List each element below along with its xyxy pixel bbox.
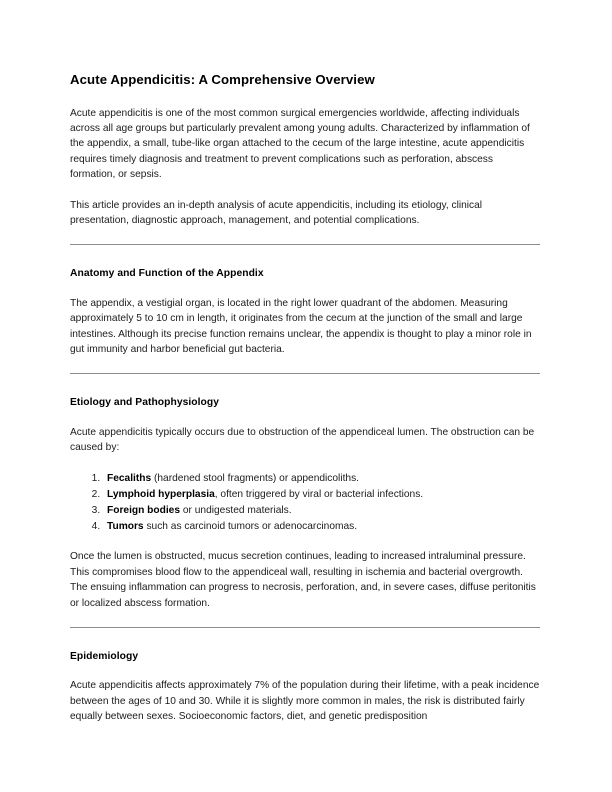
list-item-text: (hardened stool fragments) or appendicoliths.	[151, 472, 360, 484]
section-paragraph-anatomy: The appendix, a vestigial organ, is located in the right lower quadrant of the abdomen. Measuring approximately 5 to 10 cm in length, it originates from the cecum at the junction of the small and large intestines. Although its precise function remains unclear, the appendix is thought to play a minor role in gut immunity and harbor beneficial gut bacteria.	[70, 297, 532, 355]
section-divider-epidemiology	[70, 627, 540, 628]
page-title: Acute Appendicitis: A Comprehensive Overview	[70, 72, 375, 87]
intro-paragraph-2: This article provides an in-depth analysis of acute appendicitis, including its etiology, clinical presentation, diagnostic approach, management, and potential complications.	[70, 199, 483, 226]
list-item-text: or undigested materials.	[180, 504, 292, 516]
list-item	[103, 503, 540, 518]
list-item-term: Tumors	[107, 521, 144, 533]
list-item-text: , often triggered by viral or bacterial infections.	[214, 488, 424, 500]
list-item-term: Fecaliths	[107, 472, 152, 484]
list-item	[103, 471, 540, 486]
section-heading-epidemiology: Epidemiology	[70, 650, 139, 662]
section-divider-etiology	[70, 373, 540, 374]
intro-paragraph-1: Acute appendicitis is one of the most common surgical emergencies worldwide, affecting individuals across all age groups but particularly prevalent among young adults. Characterized by inflammation of the appendix, a small, tube-like organ attached to the cecum of the large intestine, acute appendicitis requires timely diagnosis and treatment to prevent complications such as perforation, abscess formation, or sepsis.	[70, 107, 530, 181]
section-divider-anatomy	[70, 244, 540, 245]
section-paragraph-epidemiology: Acute appendicitis affects approximately 7% of the population during their lifetime, with a peak incidence between the ages of 10 and 30. While it is slightly more common in males, the risk is distributed fairly equally between sexes. Socioeconomic factors, diet, and genetic predisposition	[70, 680, 540, 723]
list-item	[103, 519, 540, 534]
section-heading-anatomy: Anatomy and Function of the Appendix	[70, 268, 264, 280]
list-item-term: Foreign bodies	[107, 504, 181, 516]
list-item	[103, 487, 540, 502]
section-heading-etiology: Etiology and Pathophysiology	[70, 397, 219, 409]
list-item-text: such as carcinoid tumors or adenocarcinomas.	[143, 521, 358, 533]
section-paragraph-pathophysiology: Once the lumen is obstructed, mucus secretion continues, leading to increased intraluminal pressure. This compromises blood flow to the appendiceal wall, resulting in ischemia and bacterial overgrowth. The ensuing inflammation can progress to necrosis, perforation, and, in severe cases, diffuse peritonitis or localized abscess formation.	[70, 551, 536, 609]
list-item-term: Lymphoid hyperplasia	[107, 488, 215, 500]
obstruction-causes-list	[70, 471, 540, 535]
section-paragraph-etiology: Acute appendicitis typically occurs due to obstruction of the appendiceal lumen. The obstruction can be caused by:	[70, 426, 535, 454]
